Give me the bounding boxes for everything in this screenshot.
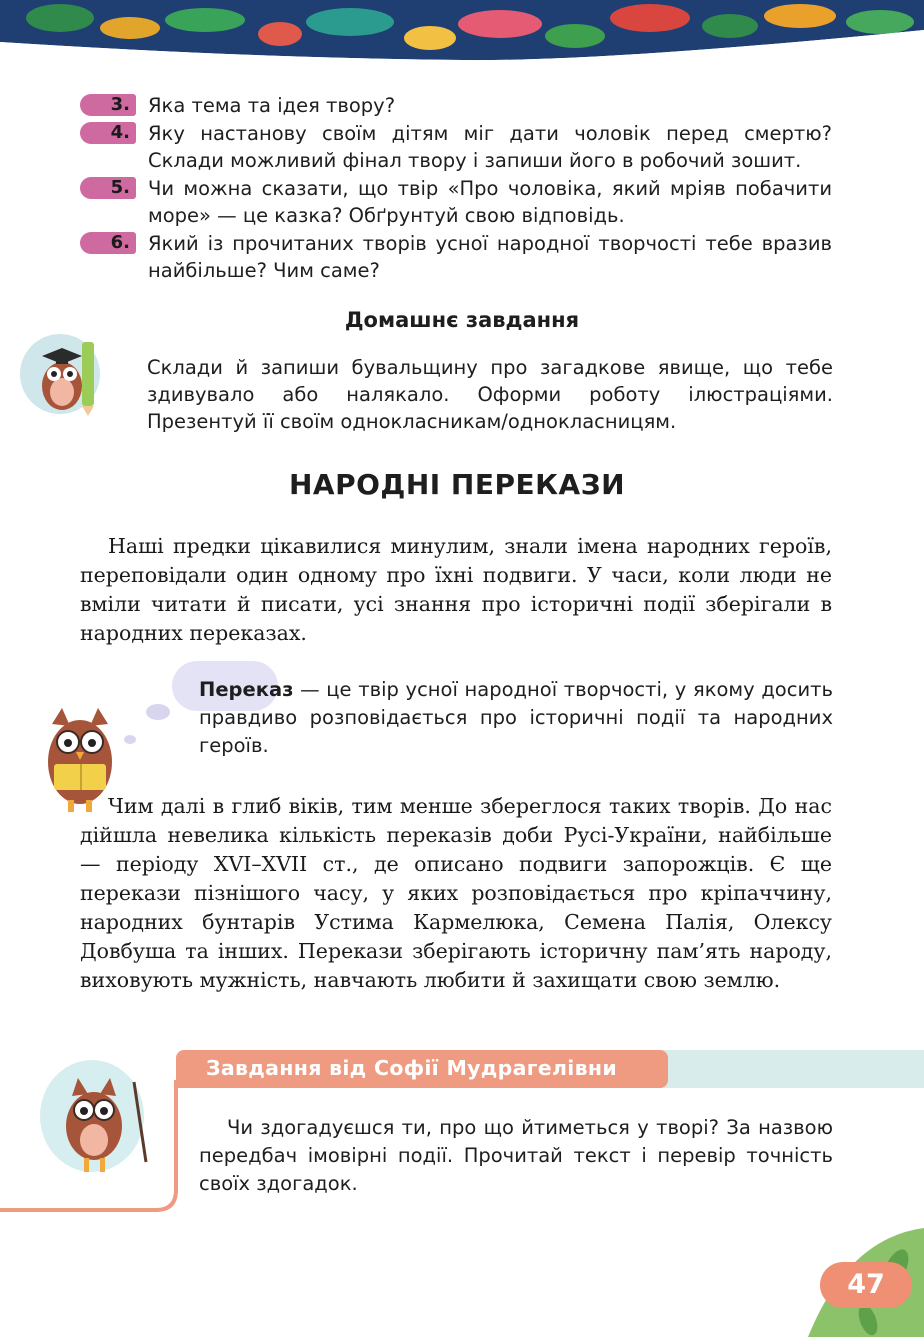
definition-body: — це твір усної народної творчості, у якому досить правдиво розповідається про історичні події та народних героїв. (199, 678, 833, 757)
definition-text (199, 676, 833, 760)
thought-dot (146, 704, 170, 720)
floral-banner (0, 0, 924, 72)
body-paragraph: Чим далі в глиб віків, тим менше збереглося таких творів. До нас дійшла невелика кількість переказів доби Русі-України, найбільше — періоду XVI–XVII ст., де описано подвиги запорожців. Є ще перекази пізнішого часу, у яких розповідається про кріпаччину, народних бунтарів Устима Кармелюка, Семена Палія, Олексу Довбуша та інших. Перекази зберігають історичну пам’ять народу, виховують мужність, навчають любити й захищати свою землю. (80, 794, 832, 992)
intro-paragraph: Наші предки цікавилися минулим, знали імена народних героїв, переповідали один одному про їхні подвиги. У часи, коли люди не вміли читати й писати, усі знання про історичні події зберігали в народних переказах. (80, 534, 832, 645)
question-text: Чи можна сказати, що твір «Про чоловіка, який мріяв побачити море» — це казка? Обґрунтуй свою відповідь. (148, 177, 832, 227)
list-item (80, 230, 832, 284)
task-title: Завдання від Софії Мудрагелівни (206, 1056, 618, 1080)
owl-pointer-icon (38, 1052, 156, 1180)
page-number: 47 (820, 1262, 912, 1308)
question-number-badge: 6. (80, 232, 136, 254)
section-title: НАРОДНІ ПЕРЕКАЗИ (288, 468, 626, 501)
list-item (80, 175, 832, 229)
list-item (80, 120, 832, 174)
list-item (80, 92, 832, 119)
question-text: Яку настанову своїм дітям міг дати чоловік перед смертю? Склади можливий фінал твору і запиши його в робочий зошит. (148, 122, 832, 172)
question-text: Яка тема та ідея твору? (148, 94, 396, 117)
definition-term: Переказ (199, 678, 294, 701)
task-text: Чи здогадуєшся ти, про що йтиметься у творі? За назвою передбач імовірні події. Прочитай текст і перевір точність своїх здогадок. (199, 1116, 833, 1195)
question-list (80, 92, 832, 285)
owl-graduate-icon (18, 328, 104, 416)
homework-title: Домашнє завдання (344, 308, 580, 332)
homework-text: Склади й запиши бувальщину про загадкове явище, що тебе здивувало або налякало. Оформи роботу ілюстраціями. Презентуй її своїм однокласникам/однокласницям. (147, 356, 833, 433)
question-number-badge: 5. (80, 177, 136, 199)
question-text: Який із прочитаних творів усної народної творчості тебе вразив найбільше? Чим саме? (148, 232, 832, 282)
question-number-badge: 4. (80, 122, 136, 144)
question-number-badge: 3. (80, 94, 136, 116)
thought-dot (124, 735, 136, 744)
